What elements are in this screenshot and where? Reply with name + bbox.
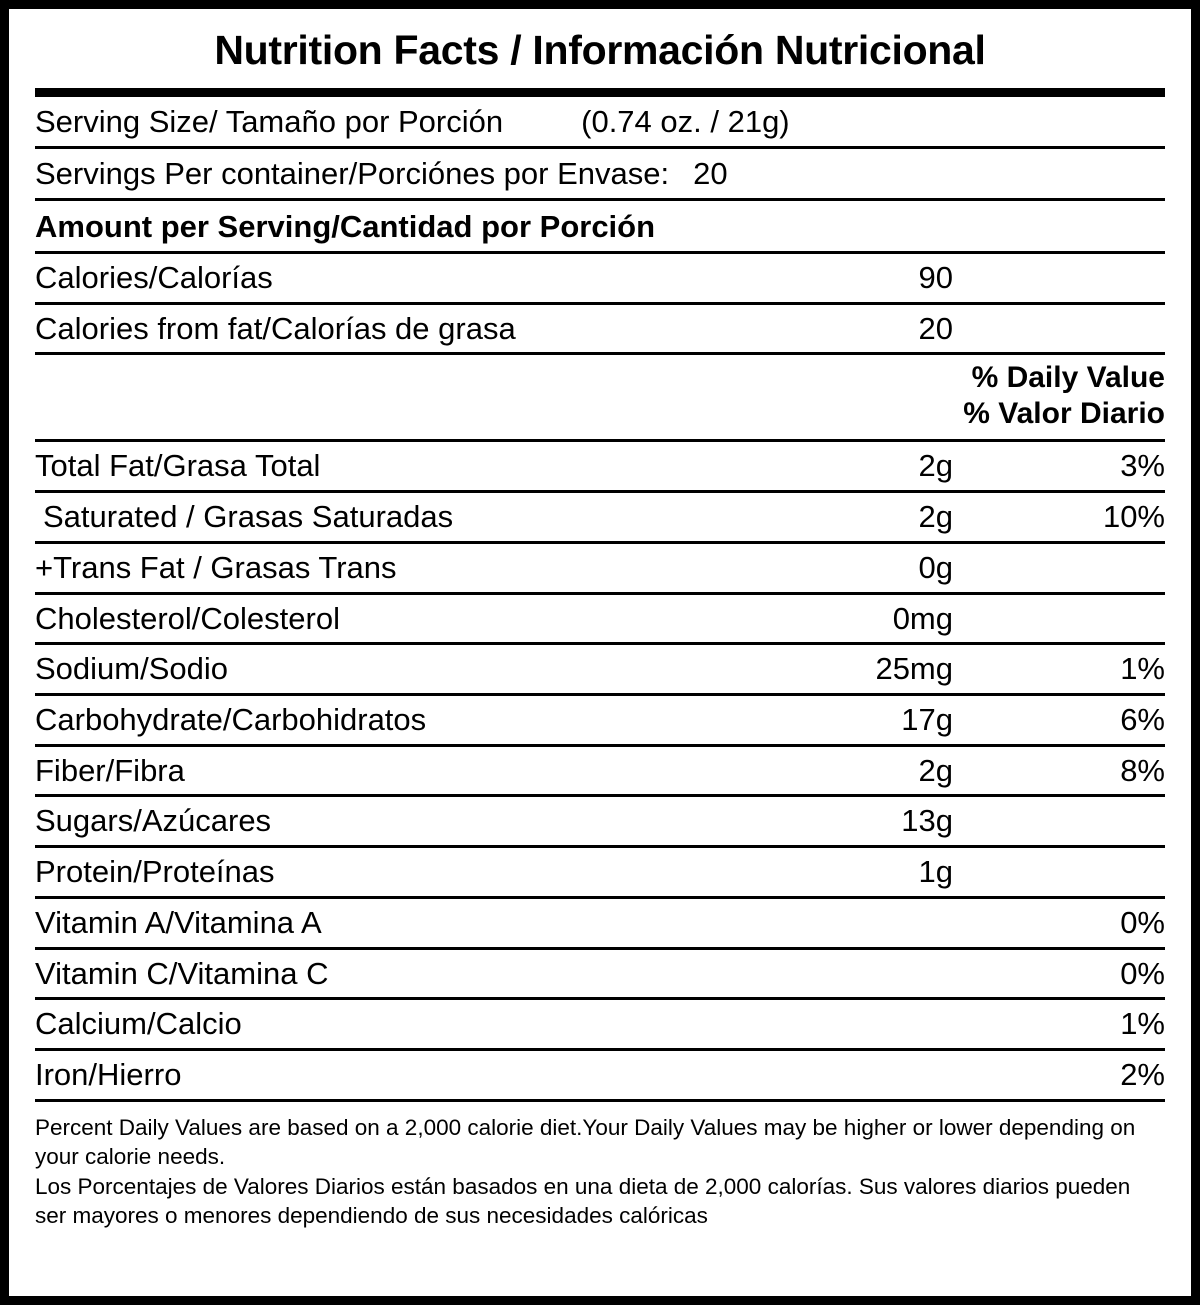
nutrient-dv: 2% <box>1120 1057 1165 1093</box>
nutrient-dv: 0% <box>1120 955 1165 991</box>
nutrient-amount: 2g <box>918 499 953 535</box>
nutrient-label: Total Fat/Grasa Total <box>35 448 321 484</box>
nutrient-label: Cholesterol/Colesterol <box>35 600 340 636</box>
nutrient-dv: 1% <box>1120 651 1165 687</box>
serving-size-label: Serving Size/ Tamaño por Porción <box>35 104 504 139</box>
table-row <box>35 797 1165 845</box>
nutrient-amount: 13g <box>901 803 953 839</box>
table-row <box>35 645 1165 693</box>
nutrient-label: Saturated / Grasas Saturadas <box>43 499 454 535</box>
nutrient-dv: 8% <box>1120 752 1165 788</box>
table-row <box>35 1000 1165 1048</box>
nutrient-list <box>35 442 1165 1101</box>
page-title: Nutrition Facts / Información Nutricional <box>214 27 986 73</box>
serving-size-row <box>35 97 1165 146</box>
calories-from-fat-row <box>35 305 1165 353</box>
table-row <box>35 899 1165 947</box>
nutrient-label: +Trans Fat / Grasas Trans <box>35 549 397 585</box>
footnote-en: Percent Daily Values are based on a 2,000 calorie diet.Your Daily Values may be higher or lower depending on your calorie needs. <box>35 1114 1136 1169</box>
nutrient-amount: 0g <box>918 549 953 585</box>
nutrient-amount: 1g <box>918 854 953 890</box>
table-row <box>35 848 1165 896</box>
nutrient-label: Sugars/Azúcares <box>35 803 272 839</box>
nutrient-dv: 1% <box>1120 1006 1165 1042</box>
table-row <box>35 747 1165 795</box>
calories-from-fat-value: 20 <box>918 310 953 346</box>
nutrient-label: Sodium/Sodio <box>35 651 229 687</box>
nutrient-amount: 17g <box>901 702 953 738</box>
nutrient-dv: 0% <box>1120 904 1165 940</box>
nutrient-label: Vitamin A/Vitamina A <box>35 904 322 940</box>
calories-value: 90 <box>918 260 953 295</box>
calories-row <box>35 254 1165 302</box>
nutrient-label: Vitamin C/Vitamina C <box>35 955 329 991</box>
nutrient-amount: 25mg <box>875 651 953 687</box>
footnotes <box>35 1102 1165 1231</box>
daily-value-header-es-row <box>35 397 1165 439</box>
serving-size-value: (0.74 oz. / 21g) <box>581 104 790 139</box>
table-row <box>35 595 1165 643</box>
nutrient-amount: 0mg <box>892 600 953 636</box>
calories-label: Calories/Calorías <box>35 260 273 295</box>
table-row <box>35 950 1165 998</box>
table-row <box>35 493 1165 541</box>
daily-value-header-es: % Valor Diario <box>963 397 1165 431</box>
nutrient-label: Carbohydrate/Carbohidratos <box>35 702 427 738</box>
servings-per-container-value: 20 <box>693 156 728 191</box>
servings-per-container-row <box>35 149 1165 198</box>
table-row <box>35 1051 1165 1099</box>
table-row <box>35 442 1165 490</box>
footnote-es: Los Porcentajes de Valores Diarios están basados en una dieta de 2,000 calorías. Sus valores diarios pueden ser mayores o menores dependiendo de sus necesidades calóricas <box>35 1174 1131 1229</box>
nutrient-amount: 2g <box>918 752 953 788</box>
nutrient-label: Protein/Proteínas <box>35 854 275 890</box>
nutrient-label: Calcium/Calcio <box>35 1006 242 1042</box>
nutrient-dv: 6% <box>1120 702 1165 738</box>
nutrient-dv: 3% <box>1120 448 1165 484</box>
nutrient-label: Iron/Hierro <box>35 1057 182 1093</box>
calories-from-fat-label: Calories from fat/Calorías de grasa <box>35 310 516 346</box>
daily-value-header-en: % Daily Value <box>971 361 1165 395</box>
nutrient-dv: 10% <box>1102 499 1165 535</box>
divider-thick-top <box>35 88 1165 97</box>
daily-value-header-en-row <box>35 355 1165 397</box>
nutrient-label: Fiber/Fibra <box>35 752 185 788</box>
table-row <box>35 544 1165 592</box>
table-row <box>35 696 1165 744</box>
nutrient-amount: 2g <box>918 448 953 484</box>
amount-per-serving-label: Amount per Serving/Cantidad por Porción <box>35 209 656 244</box>
servings-per-container-label: Servings Per container/Porciónes por Envase: <box>35 156 670 191</box>
